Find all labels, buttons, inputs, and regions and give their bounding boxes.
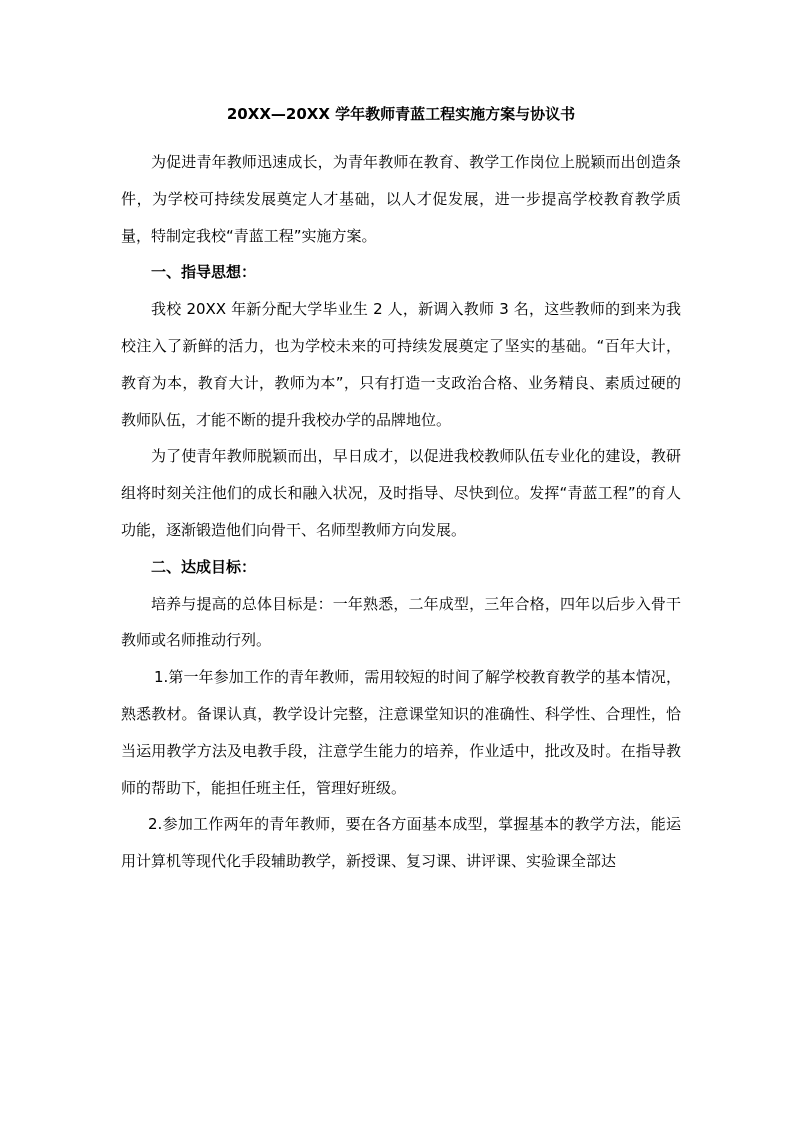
section-heading-guiding-thought: 一、指导思想： (151, 263, 257, 282)
section-heading-goals: 二、达成目标： (151, 557, 257, 576)
document-title: 20XX—20XX 学年教师青蓝工程实施方案与协议书 (226, 105, 576, 123)
document-body (121, 144, 681, 880)
goals-overview-paragraph: 培养与提高的总体目标是：一年熟悉，二年成型，三年合格，四年以后步入骨干教师或名师推动行列。 (121, 594, 681, 650)
guiding-thought-paragraph: 我校 20XX 年新分配大学毕业生 2 人，新调入教师 3 名，这些教师的到来为我校注入了新鲜的活力，也为学校未来的可持续发展奠定了坚实的基础。“百年大计，教育为本，教育大计，教师为本”，只有打造一支政治合格、业务精良、素质过硬的教师队伍，才能不断的提升我校办学的品牌地位。 (121, 300, 681, 429)
intro-paragraph: 为促进青年教师迅速成长，为青年教师在教育、教学工作岗位上脱颖而出创造条件，为学校可持续发展奠定人才基础，以人才促发展，进一步提高学校教育教学质量，特制定我校“青蓝工程”实施方案。 (121, 153, 681, 245)
guiding-thought-paragraph-2: 为了使青年教师脱颖而出，早日成才，以促进我校教师队伍专业化的建设，教研组将时刻关注他们的成长和融入状况，及时指导、尽快到位。发挥“青蓝工程”的育人功能，逐渐锻造他们向骨干、名师型教师方向发展。 (121, 447, 681, 539)
goal-item-2: 2.参加工作两年的青年教师，要在各方面基本成型，掌握基本的教学方法，能运用计算机等现代化手段辅助教学，新授课、复习课、讲评课、实验课全部达 (121, 815, 681, 871)
goal-item-1: 1.第一年参加工作的青年教师，需用较短的时间了解学校教育教学的基本情况，熟悉教材。备课认真，教学设计完整，注意课堂知识的准确性、科学性、合理性，恰当运用教学方法及电教手段，注意学生能力的培养，作业适中，批改及时。在指导教师的帮助下，能担任班主任，管理好班级。 (121, 668, 681, 797)
